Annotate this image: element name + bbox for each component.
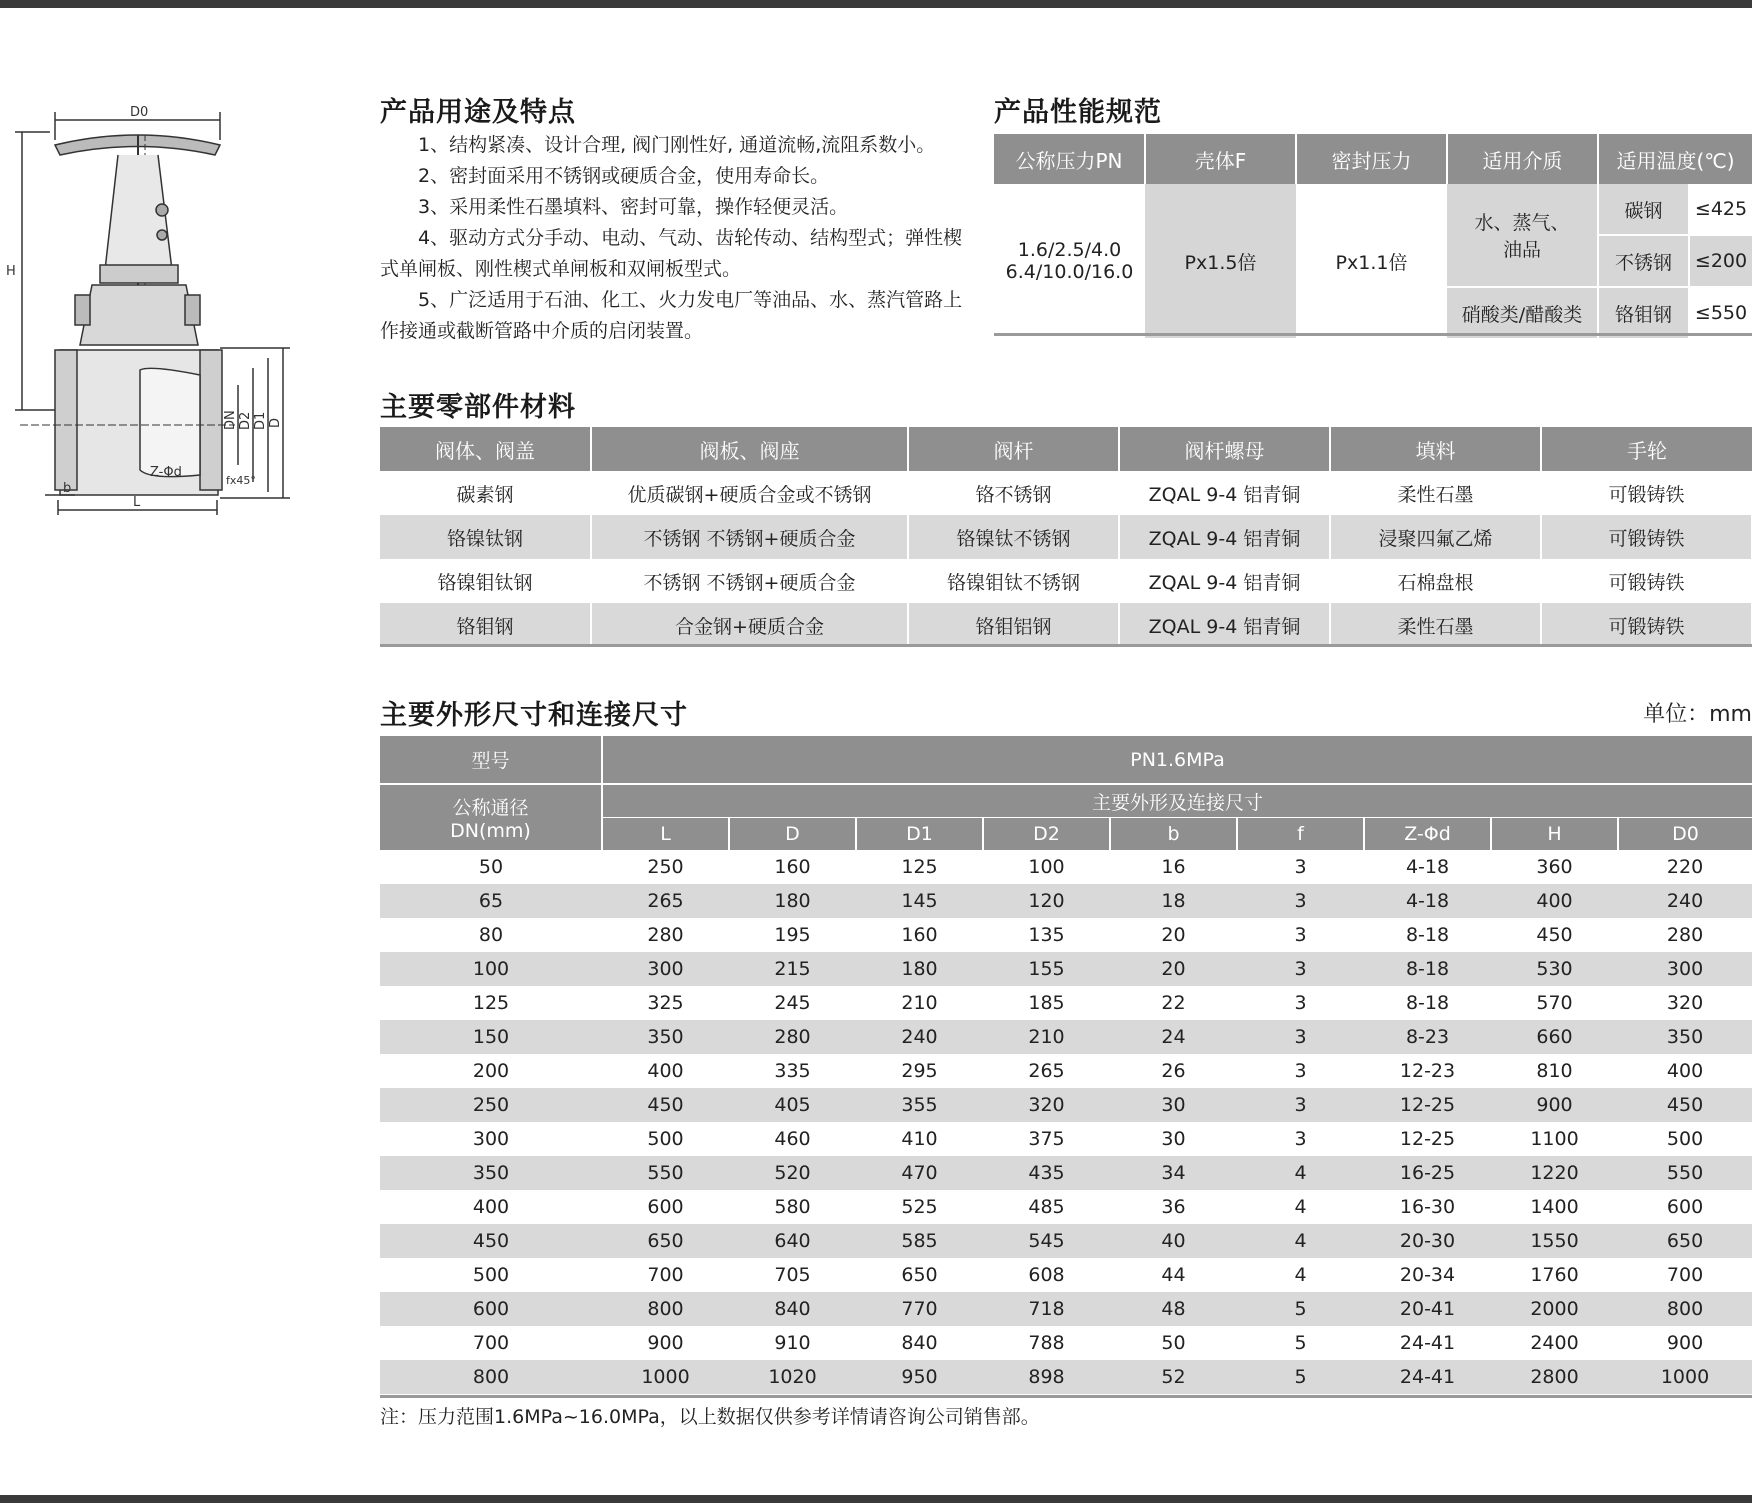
- mat-cell: 不锈钢 不锈钢+硬质合金: [591, 559, 908, 603]
- mat-header: 填料: [1330, 427, 1541, 471]
- mat-header: 阀体、阀盖: [380, 427, 591, 471]
- mat-cell: 柔性石墨: [1330, 471, 1541, 515]
- dim-cell: 530: [1491, 952, 1618, 986]
- dim-cell: 16: [1161, 856, 1186, 878]
- dim-col-header: b: [1110, 818, 1237, 851]
- dim-cell: 600: [647, 1196, 684, 1218]
- perf-temp-value: ≤200: [1689, 235, 1752, 287]
- mat-cell: 铬不锈钢: [908, 471, 1119, 515]
- dim-cell: 320: [1666, 992, 1704, 1014]
- mat-cell: 浸聚四氟乙烯: [1330, 515, 1541, 559]
- mat-cell: 可锻铸铁: [1541, 559, 1752, 603]
- dim-cell: 155: [983, 952, 1110, 986]
- dim-cell: 30: [1110, 1088, 1237, 1122]
- dim-cell: 3: [1294, 992, 1307, 1014]
- dim-cell: 160: [774, 856, 811, 878]
- dim-cell: 800: [1618, 1292, 1752, 1326]
- feature-item: 4、驱动方式分手动、电动、气动、齿轮传动、结构型式；弹性楔式单闸板、刚性楔式单闸板和双闸板型式。: [380, 227, 963, 280]
- perf-temp-value: ≤550: [1689, 287, 1752, 338]
- unit-label: 单位：mm: [1643, 702, 1752, 727]
- mat-cell: 优质碳钢+硬质合金或不锈钢: [591, 471, 908, 515]
- table-row: [380, 1054, 1752, 1088]
- dimensions-title: 主要外形尺寸和连接尺寸: [380, 700, 688, 731]
- materials-table-bottom-rule: [380, 644, 1752, 647]
- dim-cell: 3: [1294, 1128, 1307, 1150]
- dn-cell: 300: [472, 1128, 510, 1150]
- dim-cell: 245: [774, 992, 811, 1014]
- dim-cell: 1550: [1491, 1224, 1618, 1258]
- table-row: [380, 1190, 1752, 1224]
- dim-cell: 810: [1536, 1060, 1573, 1082]
- perf-header: 壳体F: [1145, 134, 1296, 184]
- mat-cell: ZQAL 9-4 铝青铜: [1119, 603, 1330, 647]
- features-list: [380, 130, 965, 347]
- perf-header: 公称压力PN: [994, 134, 1145, 184]
- dim-cell: 250: [647, 856, 684, 878]
- dim-cell: 52: [1110, 1360, 1237, 1394]
- dim-cell: 48: [1110, 1292, 1237, 1326]
- dim-cell: 26: [1161, 1060, 1186, 1082]
- pressure-header: PN1.6MPa: [602, 736, 1752, 784]
- dim-cell: 125: [901, 856, 938, 878]
- dim-cell: 12-25: [1399, 1128, 1456, 1150]
- table-row: [380, 1224, 1752, 1258]
- gate-valve-diagram: [0, 100, 300, 520]
- h-label: H: [6, 264, 16, 279]
- perf-medium-cell: 硝酸类/醋酸类: [1447, 287, 1598, 338]
- performance-table: [994, 134, 1752, 338]
- dim-cell: 220: [1666, 856, 1704, 878]
- dim-cell: 2400: [1530, 1332, 1579, 1354]
- mat-cell: 不锈钢 不锈钢+硬质合金: [591, 515, 908, 559]
- dim-cell: 375: [1028, 1128, 1065, 1150]
- dim-cell: 400: [647, 1060, 684, 1082]
- dim-cell: 36: [1161, 1196, 1186, 1218]
- mat-cell: ZQAL 9-4 铝青铜: [1119, 471, 1330, 515]
- mat-cell: 铬镍钛不锈钢: [908, 515, 1119, 559]
- mat-cell: 合金钢+硬质合金: [591, 603, 908, 647]
- dim-cell: 8-18: [1364, 952, 1491, 986]
- dn-cell: 100: [380, 952, 602, 986]
- dim-cell: 580: [774, 1196, 811, 1218]
- dim-cell: 525: [901, 1196, 938, 1218]
- dn-cell: 350: [380, 1156, 602, 1190]
- dim-cell: 4-18: [1405, 856, 1450, 878]
- top-border: [0, 0, 1752, 8]
- perf-temp-material: 铬钼钢: [1598, 287, 1689, 338]
- dim-cell: 215: [729, 952, 856, 986]
- perf-header: 适用温度(℃): [1598, 134, 1752, 184]
- dim-cell: 405: [729, 1088, 856, 1122]
- dim-cell: 120: [983, 884, 1110, 918]
- table-row: [380, 515, 1752, 559]
- dim-col-header: L: [602, 818, 729, 851]
- dim-cell: 840: [729, 1292, 856, 1326]
- dimensions-table: [380, 736, 1752, 1394]
- dim-cell: 585: [856, 1224, 983, 1258]
- mat-cell: 石棉盘根: [1330, 559, 1541, 603]
- dim-cell: 550: [602, 1156, 729, 1190]
- dim-cell: 325: [647, 992, 684, 1014]
- dim-cell: 300: [602, 952, 729, 986]
- dim-cell: 460: [774, 1128, 811, 1150]
- dim-cell: 16-30: [1399, 1196, 1456, 1218]
- dim-cell: 8-18: [1405, 924, 1450, 946]
- table-row: [380, 986, 1752, 1020]
- perf-pn-cell: [994, 184, 1145, 338]
- dim-cell: 145: [856, 884, 983, 918]
- dim-cell: 910: [774, 1332, 811, 1354]
- perf-temp-material: 碳钢: [1598, 184, 1689, 235]
- dim-cell: 34: [1110, 1156, 1237, 1190]
- dn-cell: 700: [472, 1332, 510, 1354]
- table-row: [380, 1020, 1752, 1054]
- dimensions-table-bottom-rule: [380, 1395, 1752, 1398]
- dim-cell: 900: [647, 1332, 684, 1354]
- perf-temp-material: 不锈钢: [1598, 235, 1689, 287]
- mat-cell: 可锻铸铁: [1541, 471, 1752, 515]
- dim-cell: 360: [1536, 856, 1573, 878]
- table-row: [380, 603, 1752, 647]
- dim-col-header: H: [1491, 818, 1618, 851]
- table-row: [380, 1326, 1752, 1360]
- dim-cell: 450: [1536, 924, 1573, 946]
- dim-cell: 210: [901, 992, 938, 1014]
- dim-cell: 4: [1294, 1264, 1307, 1286]
- dim-cell: 16-25: [1364, 1156, 1491, 1190]
- dim-cell: 700: [647, 1264, 684, 1286]
- dn-cell: 450: [380, 1224, 602, 1258]
- dim-cell: 718: [983, 1292, 1110, 1326]
- d1-label: D1: [253, 411, 268, 430]
- mat-header: 手轮: [1541, 427, 1752, 471]
- perf-medium-cell: 水、蒸气、油品: [1447, 184, 1598, 287]
- dim-cell: 650: [901, 1264, 938, 1286]
- dim-col-header: D: [729, 818, 856, 851]
- dim-cell: 4-18: [1364, 884, 1491, 918]
- dn-header: [380, 784, 602, 850]
- dim-cell: 210: [983, 1020, 1110, 1054]
- features-title: 产品用途及特点: [380, 97, 576, 128]
- table-row: [380, 471, 1752, 515]
- dim-cell: 3: [1294, 924, 1307, 946]
- dim-cell: 800: [602, 1292, 729, 1326]
- pn-line: 1.6/2.5/4.0: [1017, 239, 1122, 261]
- dim-cell: 1760: [1530, 1264, 1579, 1286]
- perf-temp-value: ≤425: [1694, 198, 1748, 220]
- mat-cell: ZQAL 9-4 铝青铜: [1119, 559, 1330, 603]
- d2-label: D2: [238, 411, 253, 430]
- dim-cell: 240: [856, 1020, 983, 1054]
- dim-cell: 185: [1028, 992, 1065, 1014]
- dim-cell: 2000: [1491, 1292, 1618, 1326]
- dim-cell: 160: [901, 924, 938, 946]
- table-row: [380, 1088, 1752, 1122]
- dim-cell: 840: [901, 1332, 938, 1354]
- mat-header: 阀杆螺母: [1119, 427, 1330, 471]
- dim-cell: 12-25: [1364, 1088, 1491, 1122]
- perf-seal-cell: Px1.1倍: [1335, 251, 1408, 274]
- b-label: b: [63, 481, 72, 496]
- dim-cell: 3: [1294, 856, 1307, 878]
- dim-cell: 400: [1491, 884, 1618, 918]
- dim-cell: 435: [983, 1156, 1110, 1190]
- dim-cell: 1400: [1530, 1196, 1579, 1218]
- dim-cell: 1000: [602, 1360, 729, 1394]
- dim-cell: 335: [774, 1060, 811, 1082]
- dim-cell: 24: [1110, 1020, 1237, 1054]
- dim-cell: 8-23: [1364, 1020, 1491, 1054]
- dim-cell: 470: [856, 1156, 983, 1190]
- materials-table: [380, 427, 1752, 647]
- dn-cell: 200: [472, 1060, 510, 1082]
- mat-cell: 铬钼铝钢: [908, 603, 1119, 647]
- materials-title: 主要零部件材料: [380, 392, 576, 423]
- dim-cell: 4: [1294, 1196, 1307, 1218]
- dim-cell: 280: [1666, 924, 1704, 946]
- dn-cell: 150: [380, 1020, 602, 1054]
- dim-cell: 485: [1028, 1196, 1065, 1218]
- dim-cell: 3: [1294, 1060, 1307, 1082]
- d0-label: D0: [130, 105, 149, 120]
- table-row: [380, 1292, 1752, 1326]
- dim-cell: 20: [1110, 952, 1237, 986]
- dim-cell: 450: [1618, 1088, 1752, 1122]
- dim-cell: 3: [1237, 952, 1364, 986]
- mat-cell: 可锻铸铁: [1541, 603, 1752, 647]
- dim-cell: 280: [647, 924, 684, 946]
- dim-cell: 350: [602, 1020, 729, 1054]
- dim-cell: 100: [1028, 856, 1065, 878]
- dim-cell: 1000: [1618, 1360, 1752, 1394]
- feature-item: 3、采用柔性石墨填料、密封可靠，操作轻便灵活。: [418, 196, 849, 218]
- table-row: [380, 1156, 1752, 1190]
- dim-cell: 1220: [1491, 1156, 1618, 1190]
- dim-cell: 20-41: [1364, 1292, 1491, 1326]
- performance-title: 产品性能规范: [994, 97, 1162, 128]
- mat-cell: 铬钼钢: [380, 603, 591, 647]
- table-row: [380, 850, 1752, 884]
- mat-cell: 柔性石墨: [1330, 603, 1541, 647]
- dim-cell: 355: [856, 1088, 983, 1122]
- dn-label: DN: [223, 410, 238, 430]
- dn-cell: 125: [472, 992, 510, 1014]
- dim-cell: 660: [1491, 1020, 1618, 1054]
- dim-cell: 650: [602, 1224, 729, 1258]
- dim-cell: 20-34: [1399, 1264, 1456, 1286]
- dim-cell: 898: [983, 1360, 1110, 1394]
- feature-item: 1、结构紧凑、设计合理, 阀门刚性好, 通道流畅,流阻系数小。: [418, 134, 936, 156]
- table-row: [380, 918, 1752, 952]
- dn-cell: 65: [380, 884, 602, 918]
- f-label: fx45°: [226, 474, 256, 487]
- table-row: [380, 559, 1752, 603]
- dim-cell: 650: [1618, 1224, 1752, 1258]
- bottom-border: [0, 1495, 1752, 1503]
- dn-cell: 80: [478, 924, 504, 946]
- dim-cell: 180: [856, 952, 983, 986]
- dim-cell: 550: [1618, 1156, 1752, 1190]
- perf-header: 密封压力: [1296, 134, 1447, 184]
- dim-cell: 295: [901, 1060, 938, 1082]
- mat-cell: 铬镍钼钛钢: [380, 559, 591, 603]
- dn-cell: 500: [472, 1264, 510, 1286]
- dim-cell: 44: [1161, 1264, 1186, 1286]
- dim-cell: 20-30: [1364, 1224, 1491, 1258]
- dim-cell: 500: [647, 1128, 684, 1150]
- dn-cell: 250: [380, 1088, 602, 1122]
- dim-cell: 450: [602, 1088, 729, 1122]
- d-label: D: [268, 417, 283, 428]
- feature-item: 5、广泛适用于石油、化工、火力发电厂等油品、水、蒸汽管路上作接通或截断管路中介质的启闭装置。: [380, 289, 963, 342]
- dim-cell: 280: [729, 1020, 856, 1054]
- dim-cell: 5: [1237, 1292, 1364, 1326]
- l-label: L: [133, 495, 141, 510]
- dim-cell: 5: [1294, 1332, 1307, 1354]
- dim-cell: 3: [1237, 1020, 1364, 1054]
- mat-cell: 铬镍钼钛不锈钢: [908, 559, 1119, 603]
- dim-cell: 1020: [729, 1360, 856, 1394]
- dim-cell: 18: [1110, 884, 1237, 918]
- dim-cell: 30: [1161, 1128, 1186, 1150]
- dn-header-line: 公称通径: [452, 797, 529, 819]
- table-row: [380, 952, 1752, 986]
- dim-col-header: D0: [1618, 818, 1752, 851]
- feature-item: 2、密封面采用不锈钢或硬质合金，使用寿命长。: [418, 165, 830, 187]
- dn-cell: 400: [472, 1196, 510, 1218]
- perf-shell-cell: Px1.5倍: [1145, 184, 1296, 338]
- dim-cell: 350: [1618, 1020, 1752, 1054]
- dim-cell: 5: [1237, 1360, 1364, 1394]
- dn-cell: 50: [478, 856, 504, 878]
- dim-cell: 3: [1237, 1088, 1364, 1122]
- dim-cell: 900: [1666, 1332, 1704, 1354]
- dim-cell: 135: [1028, 924, 1065, 946]
- dim-cell: 265: [602, 884, 729, 918]
- table-row: [380, 1360, 1752, 1394]
- table-row: [380, 1122, 1752, 1156]
- dim-col-header: D1: [856, 818, 983, 851]
- table-row: [380, 884, 1752, 918]
- dim-cell: 40: [1110, 1224, 1237, 1258]
- dim-cell: 24-41: [1399, 1332, 1456, 1354]
- dim-cell: 410: [901, 1128, 938, 1150]
- dim-cell: 20: [1161, 924, 1186, 946]
- dim-cell: 545: [983, 1224, 1110, 1258]
- dim-cell: 240: [1618, 884, 1752, 918]
- perf-table-bottom-rule: [994, 333, 1752, 336]
- dim-cell: 500: [1666, 1128, 1704, 1150]
- dim-cell: 770: [856, 1292, 983, 1326]
- dim-cell: 600: [1666, 1196, 1704, 1218]
- mat-cell: ZQAL 9-4 铝青铜: [1119, 515, 1330, 559]
- dim-cell: 3: [1237, 884, 1364, 918]
- pn-line: 6.4/10.0/16.0: [1005, 261, 1134, 283]
- dn-cell: 600: [380, 1292, 602, 1326]
- dn-header-line: DN(mm): [450, 820, 531, 842]
- dim-cell: 705: [774, 1264, 811, 1286]
- dim-cell: 900: [1491, 1088, 1618, 1122]
- dim-cell: 520: [729, 1156, 856, 1190]
- mat-header: 阀板、阀座: [591, 427, 908, 471]
- model-header: 型号: [380, 736, 602, 784]
- dim-cell: 640: [729, 1224, 856, 1258]
- mat-cell: 铬镍钛钢: [380, 515, 591, 559]
- dim-cell: 1100: [1530, 1128, 1579, 1150]
- dim-cell: 4: [1237, 1224, 1364, 1258]
- mat-header: 阀杆: [908, 427, 1119, 471]
- group-header: 主要外形及连接尺寸: [602, 784, 1752, 818]
- dim-cell: 12-23: [1399, 1060, 1456, 1082]
- dim-cell: 180: [729, 884, 856, 918]
- dim-cell: 24-41: [1364, 1360, 1491, 1394]
- dim-cell: 22: [1161, 992, 1186, 1014]
- perf-header: 适用介质: [1447, 134, 1598, 184]
- dim-cell: 788: [1028, 1332, 1065, 1354]
- dim-cell: 320: [983, 1088, 1110, 1122]
- dim-cell: 50: [1161, 1332, 1186, 1354]
- dim-cell: 400: [1666, 1060, 1704, 1082]
- dim-cell: 4: [1237, 1156, 1364, 1190]
- dim-cell: 300: [1618, 952, 1752, 986]
- dim-col-header: D2: [983, 818, 1110, 851]
- dn-cell: 800: [380, 1360, 602, 1394]
- footnote: 注：压力范围1.6MPa~16.0MPa，以上数据仅供参考详情请咨询公司销售部。: [380, 1406, 1040, 1428]
- mat-cell: 碳素钢: [380, 471, 591, 515]
- dim-cell: 700: [1666, 1264, 1704, 1286]
- dim-cell: 950: [856, 1360, 983, 1394]
- dim-col-header: f: [1237, 818, 1364, 851]
- table-row: [380, 1258, 1752, 1292]
- dim-cell: 8-18: [1405, 992, 1450, 1014]
- dim-cell: 570: [1536, 992, 1573, 1014]
- dim-cell: 265: [1028, 1060, 1065, 1082]
- mat-cell: 可锻铸铁: [1541, 515, 1752, 559]
- dim-col-header: Z-Φd: [1364, 818, 1491, 851]
- dim-cell: 2800: [1491, 1360, 1618, 1394]
- dim-cell: 608: [1028, 1264, 1065, 1286]
- z-phi-d-label: Z-Φd: [150, 465, 182, 480]
- dim-cell: 195: [774, 924, 811, 946]
